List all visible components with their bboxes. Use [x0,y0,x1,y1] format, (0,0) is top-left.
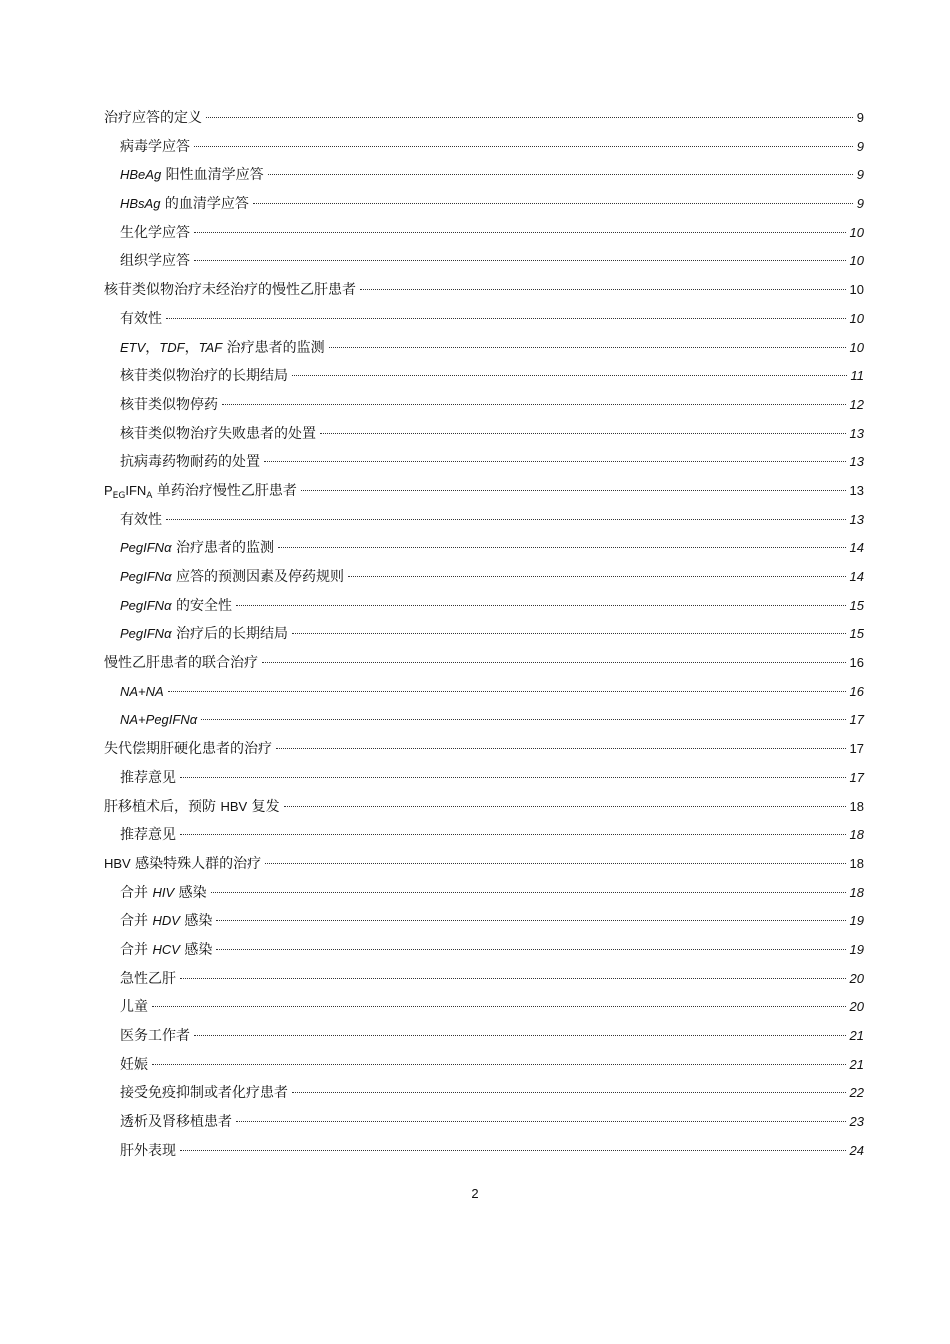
toc-entry-subsection[interactable] [104,305,864,334]
toc-title-fragment: 的血清学应答 [160,196,249,213]
toc-title-fragment: 医务工作者 [120,1028,190,1044]
toc-entry-section[interactable] [104,735,864,764]
toc-title-fragment: PegIFNα [120,597,172,613]
toc-entry-title [104,850,261,879]
toc-entry-subsection[interactable] [104,190,864,219]
toc-page-number: 17 [849,741,864,757]
toc-entry-subsection[interactable] [104,936,864,965]
toc-title-fragment: HIV [152,884,175,900]
toc-entry-title [120,506,162,535]
toc-dot-leader [236,605,846,606]
toc-dot-leader [180,1150,846,1151]
toc-entry-title [120,907,212,936]
toc-entry-section[interactable] [104,649,864,678]
toc-entry-title [104,793,280,822]
toc-entry-title [120,764,176,793]
toc-page-number: 24 [849,1142,864,1158]
toc-page-number: 15 [849,597,864,613]
toc-title-fragment: 有效性 [120,511,162,528]
toc-page-number: 9 [856,110,864,125]
toc-entry-subsection[interactable] [104,879,864,908]
toc-title-fragment: 有效性 [120,310,162,327]
toc-page-number: 16 [849,683,864,699]
toc-title-fragment: 接受免疫抑制或者化疗患者 [120,1085,288,1102]
toc-title-fragment: 肝移植术后，预防 [104,798,221,815]
toc-page-number: 12 [849,396,864,412]
toc-page-number: 19 [849,941,864,957]
toc-title-fragment: HDV [152,913,180,929]
toc-title-fragment: 治疗应答的定义 [104,110,202,126]
toc-title-fragment: 儿童 [120,999,148,1016]
toc-entry-subsection[interactable] [104,534,864,563]
toc-title-fragment: 核苷类似物治疗失败患者的处置 [120,425,316,442]
toc-title-fragment: TDF [159,339,185,355]
toc-entry-section[interactable] [104,104,864,133]
toc-title-fragment: 治疗患者的监测 [222,339,325,356]
toc-title-fragment: 治疗后的长期结局 [171,626,288,643]
toc-entry-title [120,391,218,420]
toc-entry-subsection[interactable] [104,620,864,649]
toc-page-number: 21 [849,1056,864,1072]
toc-dot-leader [194,146,853,147]
toc-title-fragment: PegIFNα [120,569,172,584]
toc-title-fragment: HBeAg [120,167,162,183]
toc-title-fragment: HBV [104,855,131,871]
toc-page-number: 19 [849,913,864,929]
toc-page-number: 18 [849,798,864,814]
toc-page-number: 11 [850,368,864,384]
toc-dot-leader [264,461,846,462]
toc-page-number: 13 [849,425,864,441]
toc-entry-subsection[interactable] [104,592,864,621]
toc-title-fragment: HBsAg [120,196,161,212]
toc-entry-subsection[interactable] [104,219,864,248]
toc-page-number: 10 [849,224,864,240]
toc-page-number: 18 [849,855,864,871]
toc-dot-leader [216,949,845,950]
toc-entry-title [120,821,176,850]
toc-entry-title [120,1108,232,1137]
toc-dot-leader [206,117,853,118]
toc-entry-subsection[interactable] [104,907,864,936]
toc-title-fragment: 生化学应答 [120,224,190,241]
toc-page-number: 9 [856,196,864,212]
toc-entry-subsection[interactable] [104,362,864,391]
toc-entry-title [120,1137,176,1166]
toc-entry-title [120,1079,288,1108]
toc-page-number: 10 [849,282,864,298]
toc-entry-title [120,133,190,162]
toc-title-fragment: ， [145,339,160,356]
toc-entry-title [120,534,274,563]
toc-entry-title [120,706,197,735]
toc-dot-leader [166,519,846,520]
toc-entry-title [120,993,148,1022]
toc-page-number: 13 [849,454,864,470]
toc-entry-title [120,190,249,219]
toc-dot-leader [216,920,845,921]
toc-title-fragment: 核苷类似物治疗的长期结局 [120,368,288,385]
toc-dot-leader [180,777,846,778]
toc-entry-title [104,735,272,764]
toc-entry-subsection[interactable] [104,821,864,850]
toc-entry-subsection[interactable] [104,334,864,363]
toc-title-fragment: ， [184,339,199,356]
toc-entry-title [120,592,232,621]
toc-title-fragment: 合并 [120,941,153,958]
toc-entry-subsection[interactable] [104,764,864,793]
toc-entry-subsection[interactable] [104,247,864,276]
toc-dot-leader [201,719,845,720]
toc-dot-leader [194,260,846,261]
toc-dot-leader [265,863,845,864]
toc-dot-leader [168,691,846,692]
toc-title-fragment: 推荐意见 [120,827,176,844]
toc-entry-title [120,219,190,248]
toc-entry-title [120,563,344,592]
toc-page-number: 23 [849,1114,864,1130]
toc-entry-subsection[interactable] [104,706,864,735]
toc-page-number: 20 [849,999,864,1015]
toc-entry-subsection[interactable] [104,1022,864,1051]
toc-dot-leader [262,662,846,663]
toc-entry-title [120,448,260,477]
toc-dot-leader [180,978,846,979]
toc-entry-subsection[interactable] [104,965,864,994]
toc-title-fragment: 合并 [120,884,153,901]
toc-page-number: 13 [849,482,864,498]
page-number: 2 [471,1186,479,1201]
toc-dot-leader [284,806,846,807]
toc-entry-title [120,420,316,449]
toc-entry-title [104,276,356,305]
toc-entry-title [120,305,162,334]
toc-page-number: 9 [856,167,864,183]
toc-title-fragment: A [146,490,153,501]
toc-entry-subsection[interactable] [104,448,864,477]
toc-entry-subsection[interactable] [104,391,864,420]
toc-entry-title [120,620,288,649]
toc-entry-title [120,334,325,363]
toc-dot-leader [292,375,847,376]
toc-entry-subsection[interactable] [104,420,864,449]
toc-entry-title [120,965,176,994]
toc-title-fragment: PegIFNα [120,540,172,556]
toc-page-number: 17 [849,769,864,785]
toc-title-fragment: 治疗患者的监测 [171,540,274,557]
toc-title-fragment: 透析及肾移植患者 [120,1114,232,1131]
toc-title-fragment: 感染 [174,884,207,901]
toc-dot-leader [268,174,853,175]
toc-entry-title [104,104,202,133]
toc-page-number: 15 [849,626,864,642]
toc-title-fragment: 阳性血清学应答 [161,167,264,184]
toc-page-number: 21 [849,1028,864,1043]
toc-entry-title [120,879,207,908]
toc-dot-leader [194,1035,846,1036]
toc-title-fragment: 慢性乙肝患者的联合治疗 [104,655,258,672]
toc-title-fragment: P [104,482,113,498]
toc-entry-subsection[interactable] [104,161,864,190]
toc-dot-leader [152,1006,846,1007]
toc-title-fragment: 的安全性 [171,597,232,614]
toc-entry-title [120,936,212,965]
toc-dot-leader [236,1121,846,1122]
toc-title-fragment: NA+NA [120,683,164,699]
toc-entry-title [120,247,190,276]
toc-entry-section[interactable] [104,477,864,506]
toc-entry-title [120,1022,190,1051]
toc-dot-leader [329,347,846,348]
toc-page-number: 22 [849,1085,864,1101]
toc-dot-leader [320,433,846,434]
toc-page-number: 14 [849,569,864,584]
toc-page-number: 10 [849,253,864,269]
toc-title-fragment: 急性乙肝 [120,970,176,987]
toc-page-number: 18 [849,884,864,900]
toc-title-fragment: 合并 [120,913,153,930]
toc-title-fragment: 感染 [179,941,213,958]
toc-title-fragment: 肝外表现 [120,1142,176,1159]
toc-title-fragment: 抗病毒药物耐药的处置 [120,454,260,471]
toc-entry-title [120,1051,148,1080]
toc-title-fragment: 感染 [179,913,213,930]
toc-entry-subsection[interactable] [104,1137,864,1166]
toc-page-number: 18 [849,827,864,843]
toc-title-fragment: 推荐意见 [120,769,176,786]
toc-entry-subsection[interactable] [104,993,864,1022]
toc-entry-subsection[interactable] [104,1051,864,1080]
toc-title-fragment: IFN [125,482,147,498]
toc-dot-leader [253,203,853,204]
toc-dot-leader [194,232,846,233]
toc-page-number: 14 [849,540,864,556]
toc-title-fragment: 病毒学应答 [120,138,190,155]
toc-title-fragment: PegIFNα [120,626,172,642]
toc-title-fragment: ETV [120,339,146,355]
toc-title-fragment: HBV [220,798,248,814]
toc-dot-leader [276,748,846,749]
toc-entry-subsection[interactable] [104,1079,864,1108]
toc-dot-leader [152,1064,846,1065]
toc-title-fragment: 核苷类似物停药 [120,396,218,413]
toc-entry-title [120,161,264,190]
toc-dot-leader [360,289,846,290]
toc-dot-leader [278,547,846,548]
table-of-contents [104,104,864,1165]
toc-title-fragment: 核苷类似物治疗未经治疗的慢性乙肝患者 [104,282,356,299]
toc-dot-leader [292,633,846,634]
toc-page-number: 9 [856,138,864,154]
toc-entry-title [120,362,288,391]
toc-dot-leader [301,490,846,491]
toc-page-number: 17 [849,712,864,728]
toc-title-fragment: 感染特殊人群的治疗 [130,855,262,872]
toc-dot-leader [180,834,846,835]
toc-page-number: 20 [849,970,864,986]
toc-page-number: 13 [849,511,864,527]
toc-title-fragment: 单药治疗慢性乙肝患者 [152,482,297,499]
toc-page-number: 10 [849,310,864,326]
toc-title-fragment: EG [112,490,126,501]
toc-title-fragment: 应答的预测因素及停药规则 [171,569,344,585]
toc-title-fragment: 组织学应答 [120,253,190,270]
toc-entry-section[interactable] [104,793,864,822]
toc-title-fragment: NA+PegIFNα [120,712,198,728]
toc-dot-leader [211,892,846,893]
toc-entry-subsection[interactable] [104,678,864,707]
toc-entry-section[interactable] [104,850,864,879]
toc-title-fragment: 复发 [247,798,280,815]
toc-title-fragment: HCV [152,941,180,957]
toc-entry-subsection[interactable] [104,133,864,162]
toc-entry-subsection[interactable] [104,563,864,592]
toc-dot-leader [348,576,846,577]
toc-entry-subsection[interactable] [104,1108,864,1137]
toc-page-number: 16 [849,655,864,671]
toc-title-fragment: TAF [198,339,223,355]
toc-dot-leader [222,404,846,405]
toc-title-fragment: 失代偿期肝硬化患者的治疗 [104,741,272,758]
toc-dot-leader [166,318,846,319]
toc-title-fragment: 妊娠 [120,1056,148,1073]
toc-entry-section[interactable] [104,276,864,305]
toc-entry-title [104,649,258,678]
toc-page-number: 10 [849,339,864,355]
toc-dot-leader [292,1092,846,1093]
toc-entry-title [120,678,164,707]
